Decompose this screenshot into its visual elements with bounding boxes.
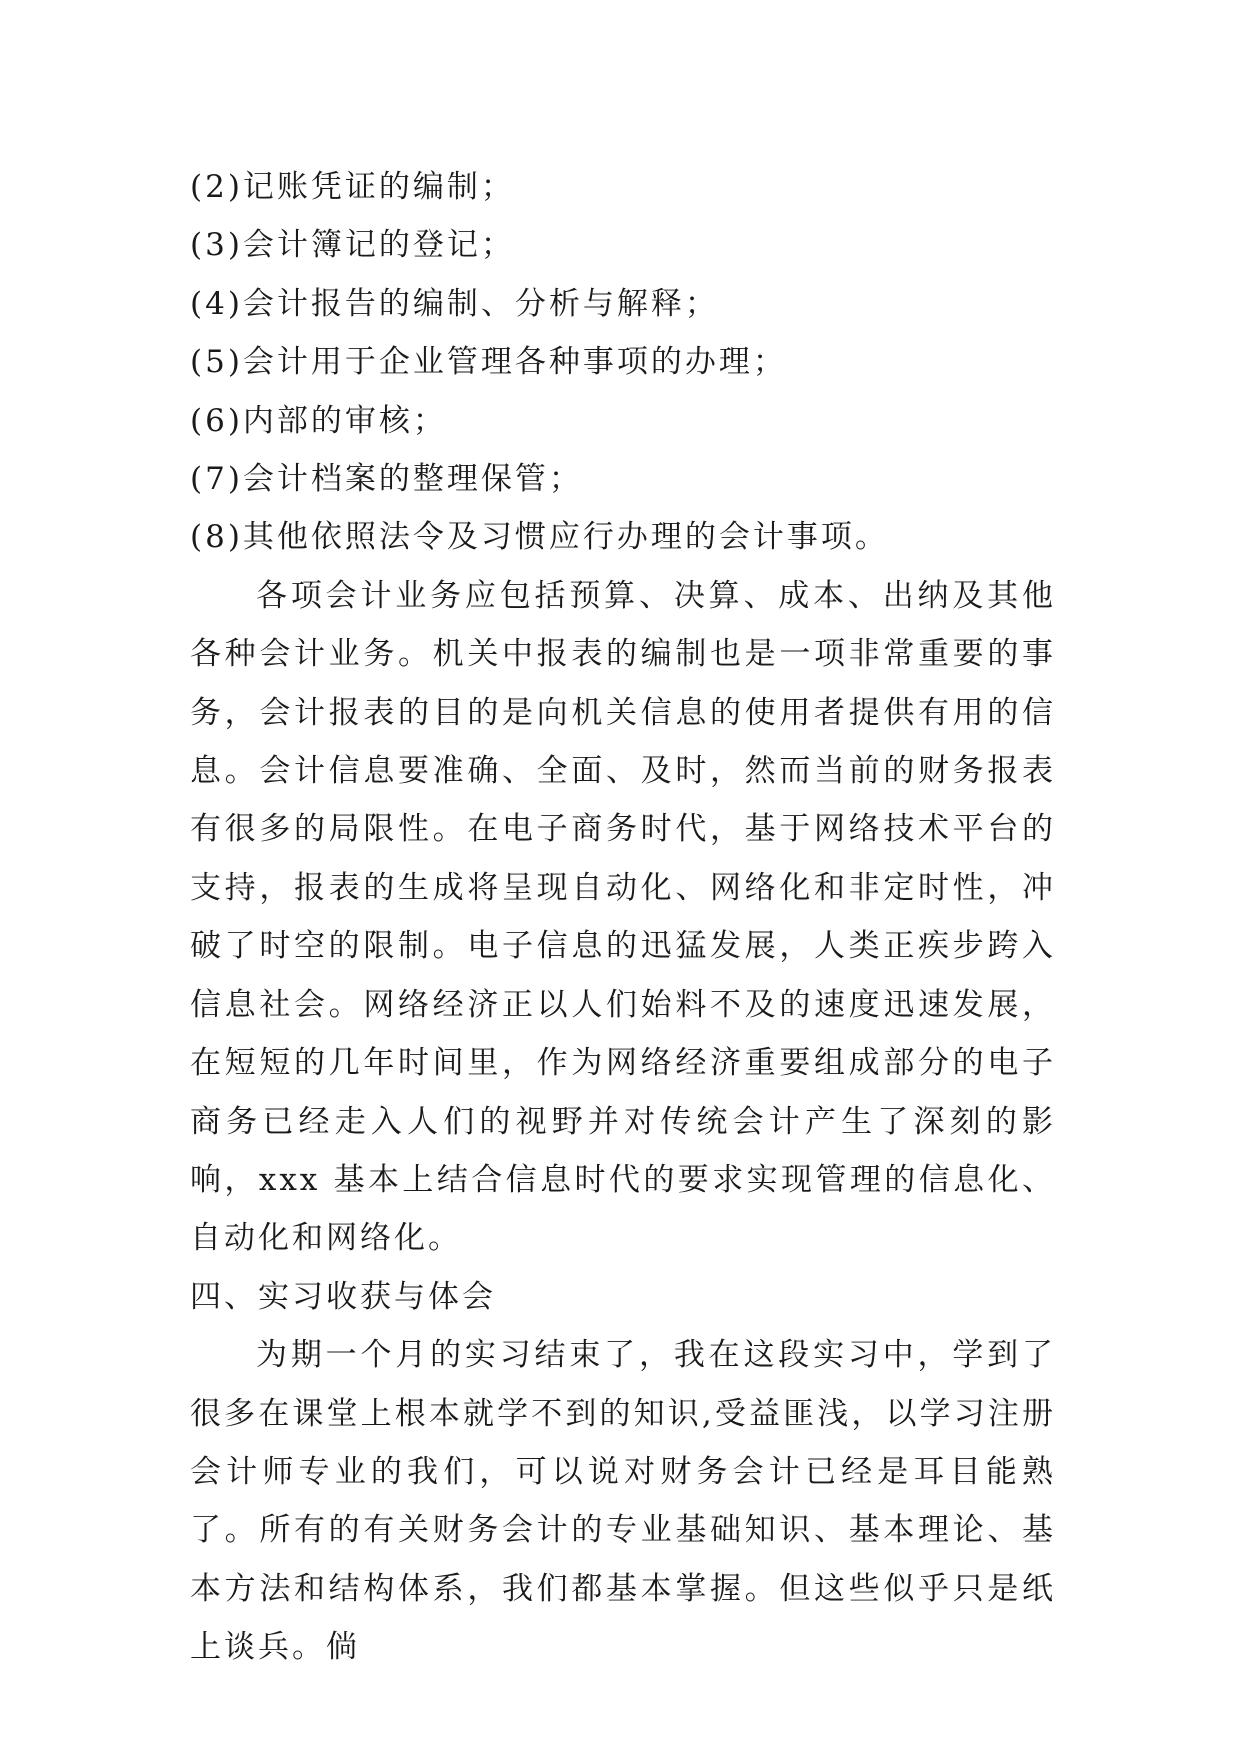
list-item: (5)会计用于企业管理各种事项的办理； — [190, 344, 787, 381]
body-paragraph: 为期一个月的实习结束了，我在这段实习中，学到了很多在课堂上根本就学不到的知识,受益匪浅，以学习注册会计师专业的我们，可以说对财务会计已经是耳目能熟了。所有的有关财务会计的专业基础知识、基本理论、基本方法和结构体系，我们都基本掌握。但这些似乎只是纸上谈兵。倘 — [190, 1337, 1056, 1666]
document-body — [190, 158, 1056, 1677]
list-item: (2)记账凭证的编制； — [190, 169, 515, 205]
list-item: (3)会计簿记的登记； — [190, 227, 515, 264]
list-item: (8)其他依照法令及习惯应行办理的会计事项。 — [190, 519, 889, 556]
list-item: (4)会计报告的编制、分析与解释； — [190, 285, 719, 322]
list-item: (6)内部的审核； — [190, 402, 447, 439]
section-heading: 四、实习收获与体会 — [190, 1278, 496, 1315]
body-paragraph: 各项会计业务应包括预算、决算、成本、出纳及其他各种会计业务。机关中报表的编制也是一项非常重要的事务，会计报表的目的是向机关信息的使用者提供有用的信息。会计信息要准确、全面、及时，然而当前的财务报表有很多的局限性。在电子商务时代，基于网络技术平台的支持，报表的生成将呈现自动化、网络化和非定时性，冲破了时空的限制。电子信息的迅猛发展，人类正疾步跨入信息社会。网络经济正以人们始料不及的速度迅速发展，在短短的几年时间里，作为网络经济重要组成部分的电子商务已经走入人们的视野并对传统会计产生了深刻的影响，xxx 基本上结合信息时代的要求实现管理的信息化、自动化和网络化。 — [190, 577, 1056, 1257]
list-item: (7)会计档案的整理保管； — [190, 461, 583, 498]
